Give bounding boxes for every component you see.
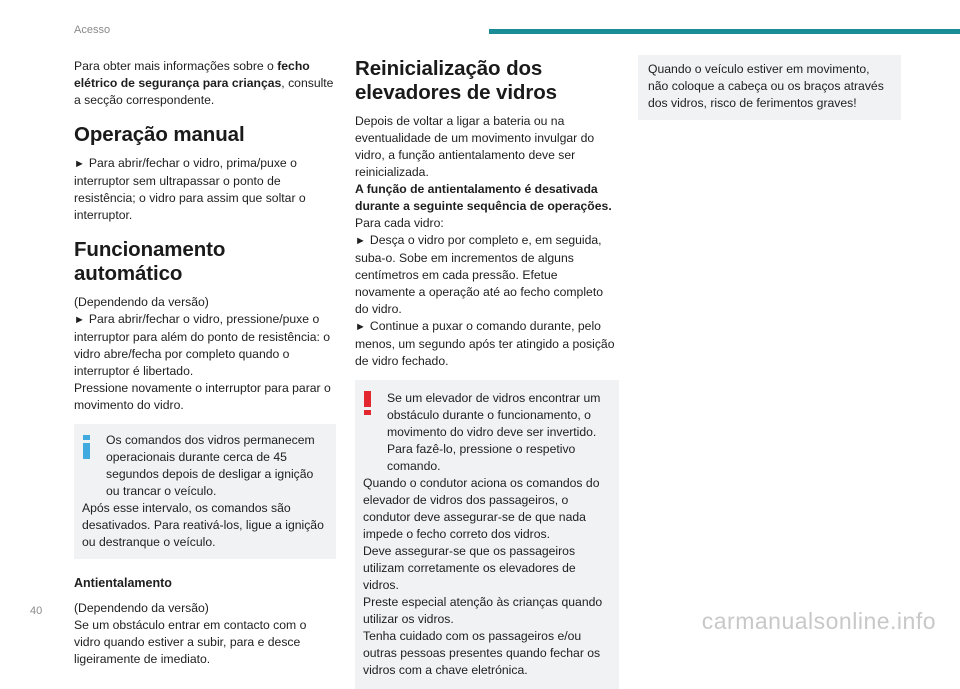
reset-step-1: [355, 232, 619, 318]
reset-bold-text: [355, 181, 619, 215]
arrow-icon: ►: [355, 321, 366, 333]
arrow-icon: ►: [74, 314, 85, 326]
anti-version-note: (Dependendo da versão): [74, 601, 209, 615]
heading-window-reset: Reinicialização dos elevadores de vidros: [355, 57, 557, 104]
warning-icon: [364, 391, 371, 420]
reset-text: Depois de voltar a ligar a bateria ou na eventualidade de um movimento invulgar do vidro, a função antientalamento deve ser reinicializada.: [355, 114, 595, 179]
each-window-label: Para cada vidro:: [355, 216, 444, 230]
intro-bold-text: fecho elétrico de segurança para crianças: [74, 59, 310, 90]
warning-text-3: Deve assegurar-se que os passageiros utilizam corretamente os elevadores de vidros.: [363, 544, 576, 592]
intro-text-end: , consulte a secção correspondente.: [74, 76, 334, 107]
warning-text-first: Se um elevador de vidros encontrar um obstáculo durante o funcionamento, o movimento do vidro deve ser invertido. Para fazê-lo, pressione o respetivo comando.: [387, 391, 601, 473]
reset-bold: A função de antientalamento é desativada durante a seguinte sequência de operações.: [355, 182, 612, 213]
arrow-icon: ►: [355, 235, 366, 247]
warning-text-2: Quando o condutor aciona os comandos do elevador de vidros dos passageiros, o condutor deve assegurar-se de que nada impede o fecho correto dos vidros.: [363, 476, 600, 541]
reset-step-2-text: Continue a puxar o comando durante, pelo menos, um segundo após ter atingido a posição de vidro fechado.: [355, 319, 615, 368]
column-middle: [355, 57, 619, 689]
arrow-icon: ►: [74, 158, 85, 170]
section-label: Acesso: [74, 24, 111, 36]
column-right: [638, 55, 901, 120]
manual-step-text: Para abrir/fechar o vidro, prima/puxe o interruptor sem ultrapassar o ponto de resistência; o vidro para assim que soltar o interruptor.: [74, 156, 306, 222]
heading-anti-pinch: Antientalamento: [74, 576, 172, 590]
info-icon: [83, 435, 90, 464]
auto-version-note: (Dependendo da versão): [74, 295, 209, 309]
auto-stop-text: Pressione novamente o interruptor para parar o movimento do vidro.: [74, 381, 331, 412]
reset-step-1-text: Desça o vidro por completo e, em seguida, suba-o. Sobe em incrementos de alguns centímetros em cada pressão. Efetue novamente a operação até ao fecho completo do vidro.: [355, 233, 603, 316]
heading-manual-operation: Operação manual: [74, 123, 245, 146]
page-number: 40: [30, 605, 43, 617]
auto-step-text: Para abrir/fechar o vidro, pressione/puxe o interruptor para além do ponto de resistência: o vidro abre/fecha por completo quando o interruptor é libertado.: [74, 312, 331, 378]
auto-step: [74, 311, 336, 380]
info-text-second: Após esse intervalo, os comandos são desativados. Para reativá-los, ligue a ignição ou destranque o veículo.: [82, 501, 324, 549]
warning-text-5: Tenha cuidado com os passageiros e/ou outras pessoas presentes quando fechar os vidros com a chave eletrónica.: [363, 629, 601, 677]
heading-automatic-operation: Funcionamento automático: [74, 238, 226, 285]
manual-step: [74, 155, 336, 224]
note-box: [638, 55, 901, 120]
info-text-first: Os comandos dos vidros permanecem operacionais durante cerca de 45 segundos depois de desligar a ignição ou trancar o veículo.: [106, 433, 315, 498]
info-box: [74, 424, 336, 559]
watermark: carmanualsonline.info: [701, 608, 936, 634]
anti-text: Se um obstáculo entrar em contacto com o vidro quando estiver a subir, para e desce ligeiramente de imediato.: [74, 618, 307, 666]
warning-text-4: Preste especial atenção às crianças quando utilizar os vidros.: [363, 595, 603, 626]
column-left: [74, 58, 336, 668]
intro-text: Para obter mais informações sobre o: [74, 59, 278, 73]
warning-box: [355, 380, 619, 689]
reset-step-2: [355, 318, 619, 370]
header-accent-bar: [489, 29, 960, 34]
note-text: Quando o veículo estiver em movimento, não coloque a cabeça ou os braços através dos vidros, risco de ferimentos graves!: [648, 62, 884, 110]
intro-paragraph: [74, 58, 336, 109]
